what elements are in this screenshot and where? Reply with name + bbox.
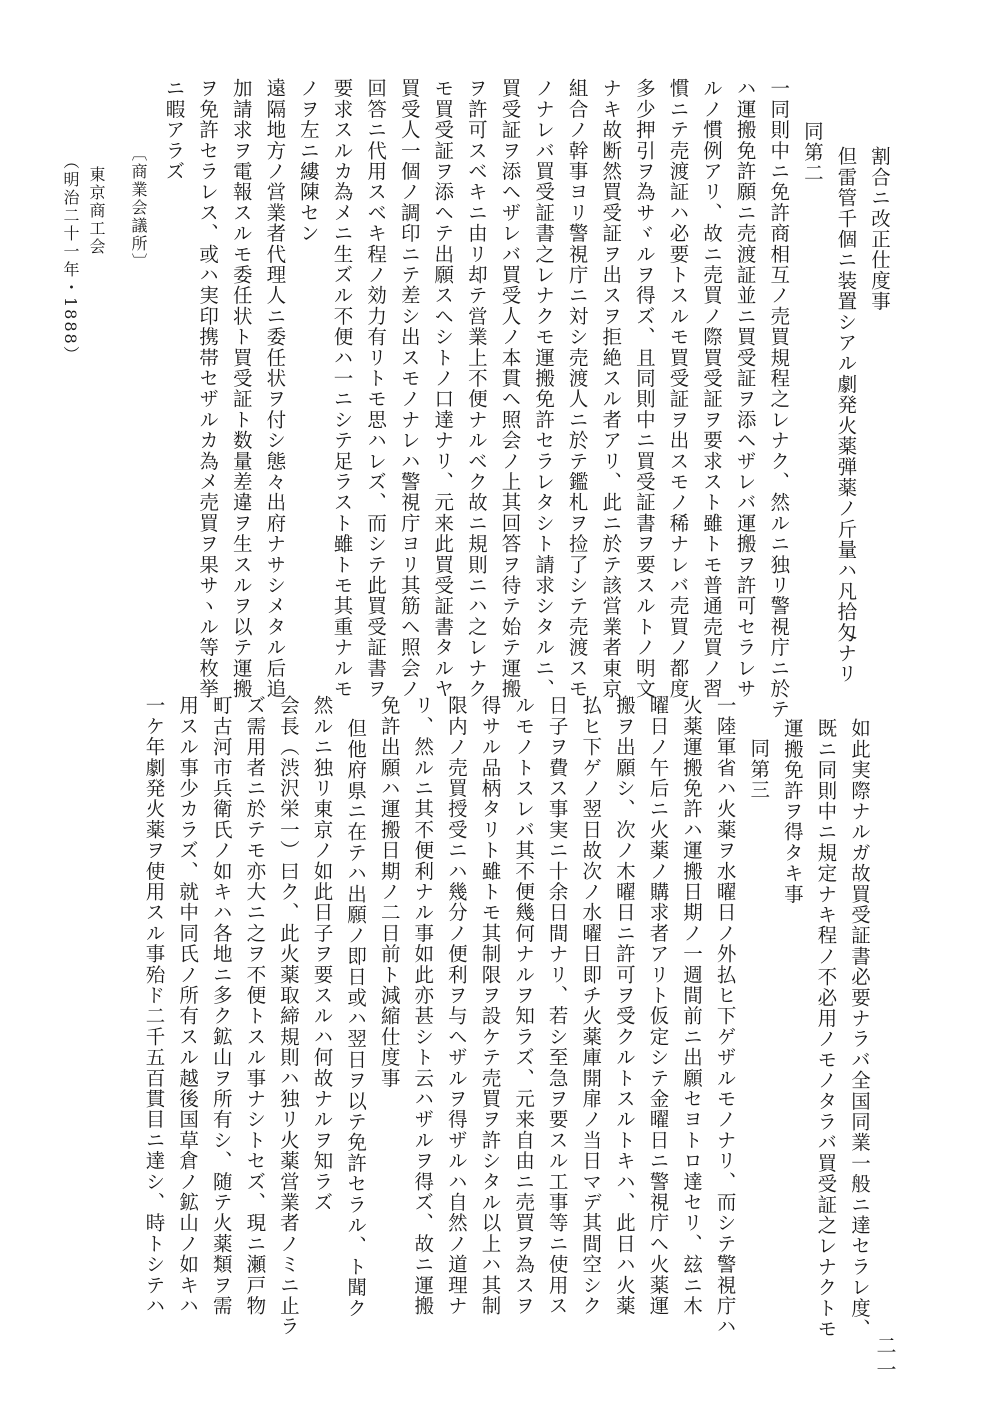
text-column: 割合ニ改正仕度事 [868,146,891,312]
text-column: 町古河市兵衛氏ノ如キハ各地ニ多ク鉱山ヲ所有シ、随テ火薬類ヲ需 [209,695,233,1316]
text-column: 買受人一個ノ調印ニテ差シ出スモノナレハ警視庁ヨリ其筋ヘ照会ノ [397,78,421,699]
source-footer [55,145,149,364]
text-column: 遠隔地方ノ営業者代理人ニ委任状ヲ付シ態々出府ナサシメタル后追 [263,78,287,699]
text-column: 用スル事少カラズ、就中同氏ノ所有スル越後国草倉ノ鉱山ノ如キハ [176,695,200,1316]
text-column: 搬ヲ出願シ、次ノ木曜日ニ許可ヲ受クルトスルトキハ、此日ハ火薬 [612,695,636,1316]
text-column: 回答ニ代用スベキ程ノ効力有リトモ思ハレズ、而シテ此買受証書ヲ [364,78,388,699]
text-column: ルモノトスレバ其不便幾何ナルヲ知ラズ、元来自由ニ売買ヲ為スヲ [512,695,536,1316]
page-number: 二一 [873,1335,897,1383]
publisher-label: 東京商工会 [87,165,106,256]
text-column: 如此実際ナルガ故買受証書必要ナラバ全国同業一般ニ達セラレ度、 [848,718,871,1340]
text-column: ヲ免許セラレス、或ハ実印携帯セザルカ為メ売買ヲ果サヽル等枚挙 [196,78,220,699]
text-column: 加請求ヲ電報スルモ委任状ト買受証ト数量差違ヲ生スルヲ以テ運搬 [229,78,253,699]
text-column: ヲ許可スベキニ由リ却テ営業上不便ナルベク故ニ規則ニハ之レナク [464,78,488,699]
text-column: リ、然ルニ其不便利ナル事如此亦甚シト云ハザルヲ得ズ、故ニ運搬 [411,695,435,1316]
text-column: 一同則中ニ免許商相互ノ売買規程之レナク、然ルニ独リ警視庁ニ於テ [767,78,791,720]
date-label: （明治二十一年・1888） [61,153,80,364]
text-column: 日子ヲ費ス事実ニ十余日間ナリ、若シ至急ヲ要スル工事等ニ使用ス [545,695,569,1316]
text-column: ルノ慣例アリ、故ニ売買ノ際買受証ヲ要求スト雖トモ普通売買ノ習 [700,78,724,699]
text-column: 多少押引ヲ為サヾルヲ得ズ、且同則中ニ買受証書ヲ要スルトノ明文 [632,78,656,699]
text-column: 免許出願ハ運搬日期ノ二日前ト減縮仕度事 [377,695,401,1089]
text-column: 限内ノ売買授受ニハ幾分ノ便利ヲ与ヘザルヲ得ザルハ自然ノ道理ナ [444,695,468,1316]
text-column: 運搬免許ヲ得タキ事 [780,718,804,905]
text-column: 得サル品柄タリト雖トモ其制限ヲ設ケテ売買ヲ許シタル以上ハ其制 [478,695,502,1316]
text-column: ノヲ左ニ縷陳セン [296,78,320,244]
text-column: 然ルニ独リ東京ノ如此日子ヲ要スルハ何故ナルヲ知ラズ [310,695,334,1213]
text-column: ズ需用者ニ於テモ亦大ニ之ヲ不便トスル事ナシトセズ、現ニ瀬戸物 [243,695,267,1316]
lower-text-block [93,695,873,1340]
text-column: 慣ニテ売渡証ハ必要トスルモ買受証ヲ出スモノ稀ナレバ売買ノ都度 [666,78,690,699]
text-column: 買受証ヲ添ヘザレバ買受人ノ本貫ヘ照会ノ上其回答ヲ待テ始テ運搬 [498,78,522,699]
text-column: 組合ノ幹事ヨリ警視庁ニ対シ売渡人ニ於テ鑑札ヲ捡了シテ売渡スモ [565,78,589,699]
text-column: 但他府県ニ在テハ出願ノ即日或ハ翌日ヲ以テ免許セラル、ト聞ク [344,718,368,1319]
text-column: 払ヒ下ゲノ翌日故次ノ水曜日即チ火薬庫開扉ノ当日マデ其間空シク [579,695,603,1316]
text-column: 一ケ年劇発火薬ヲ使用スル事殆ド二千五百貫目ニ達シ、時トシテハ [142,695,166,1316]
text-column: 要求スルカ為メニ生ズル不便ハ一ニシテ足ラスト雖トモ其重ナルモ [330,78,354,699]
text-column: 会長（渋沢栄一）曰ク、此火薬取締規則ハ独リ火薬営業者ノミニ止ラ [276,695,300,1337]
text-column: 一陸軍省ハ火薬ヲ水曜日ノ外払ヒ下ゲザルモノナリ、而シテ警視庁ハ [713,695,737,1337]
text-column: 火薬運搬免許ハ運搬日期ノ一週間前ニ出願セヨトロ達セリ、玆ニ木 [680,695,704,1316]
text-column: 但雷管千個ニ装置シアル劇発火薬弾薬ノ斤量ハ凡拾匁ナリ [834,146,858,685]
source-bracket: 〔商業会議所〕 [129,145,148,271]
text-column: モ買受証ヲ添ヘテ出願スヘシトノ口達ナリ、元来此買受証書タルヤ [431,78,455,699]
section-heading: 同第二 [800,120,824,183]
text-column: ハ運搬免許願ニ売渡証並ニ買受証ヲ添ヘザレバ運搬ヲ許可セラレサ [733,78,757,699]
text-column: ナキ故断然買受証ヲ出スヲ拒絶スル者アリ、此ニ於テ該営業者東京 [599,78,623,699]
text-column: ノナレバ買受証書之レナクモ運搬免許セラレタシト請求シタルニ、 [532,78,556,699]
text-column: 曜日ノ午后ニ火薬ノ購求者アリト仮定シテ金曜日ニ警視庁ヘ火薬運 [646,695,670,1316]
section-heading: 同第三 [747,737,771,800]
upper-text-block [93,78,893,720]
text-column: 既ニ同則中ニ規定ナキ程ノ不必用ノモノタラバ買受証之レナクトモ [814,718,838,1340]
text-column: ニ暇アラズ [162,78,186,182]
